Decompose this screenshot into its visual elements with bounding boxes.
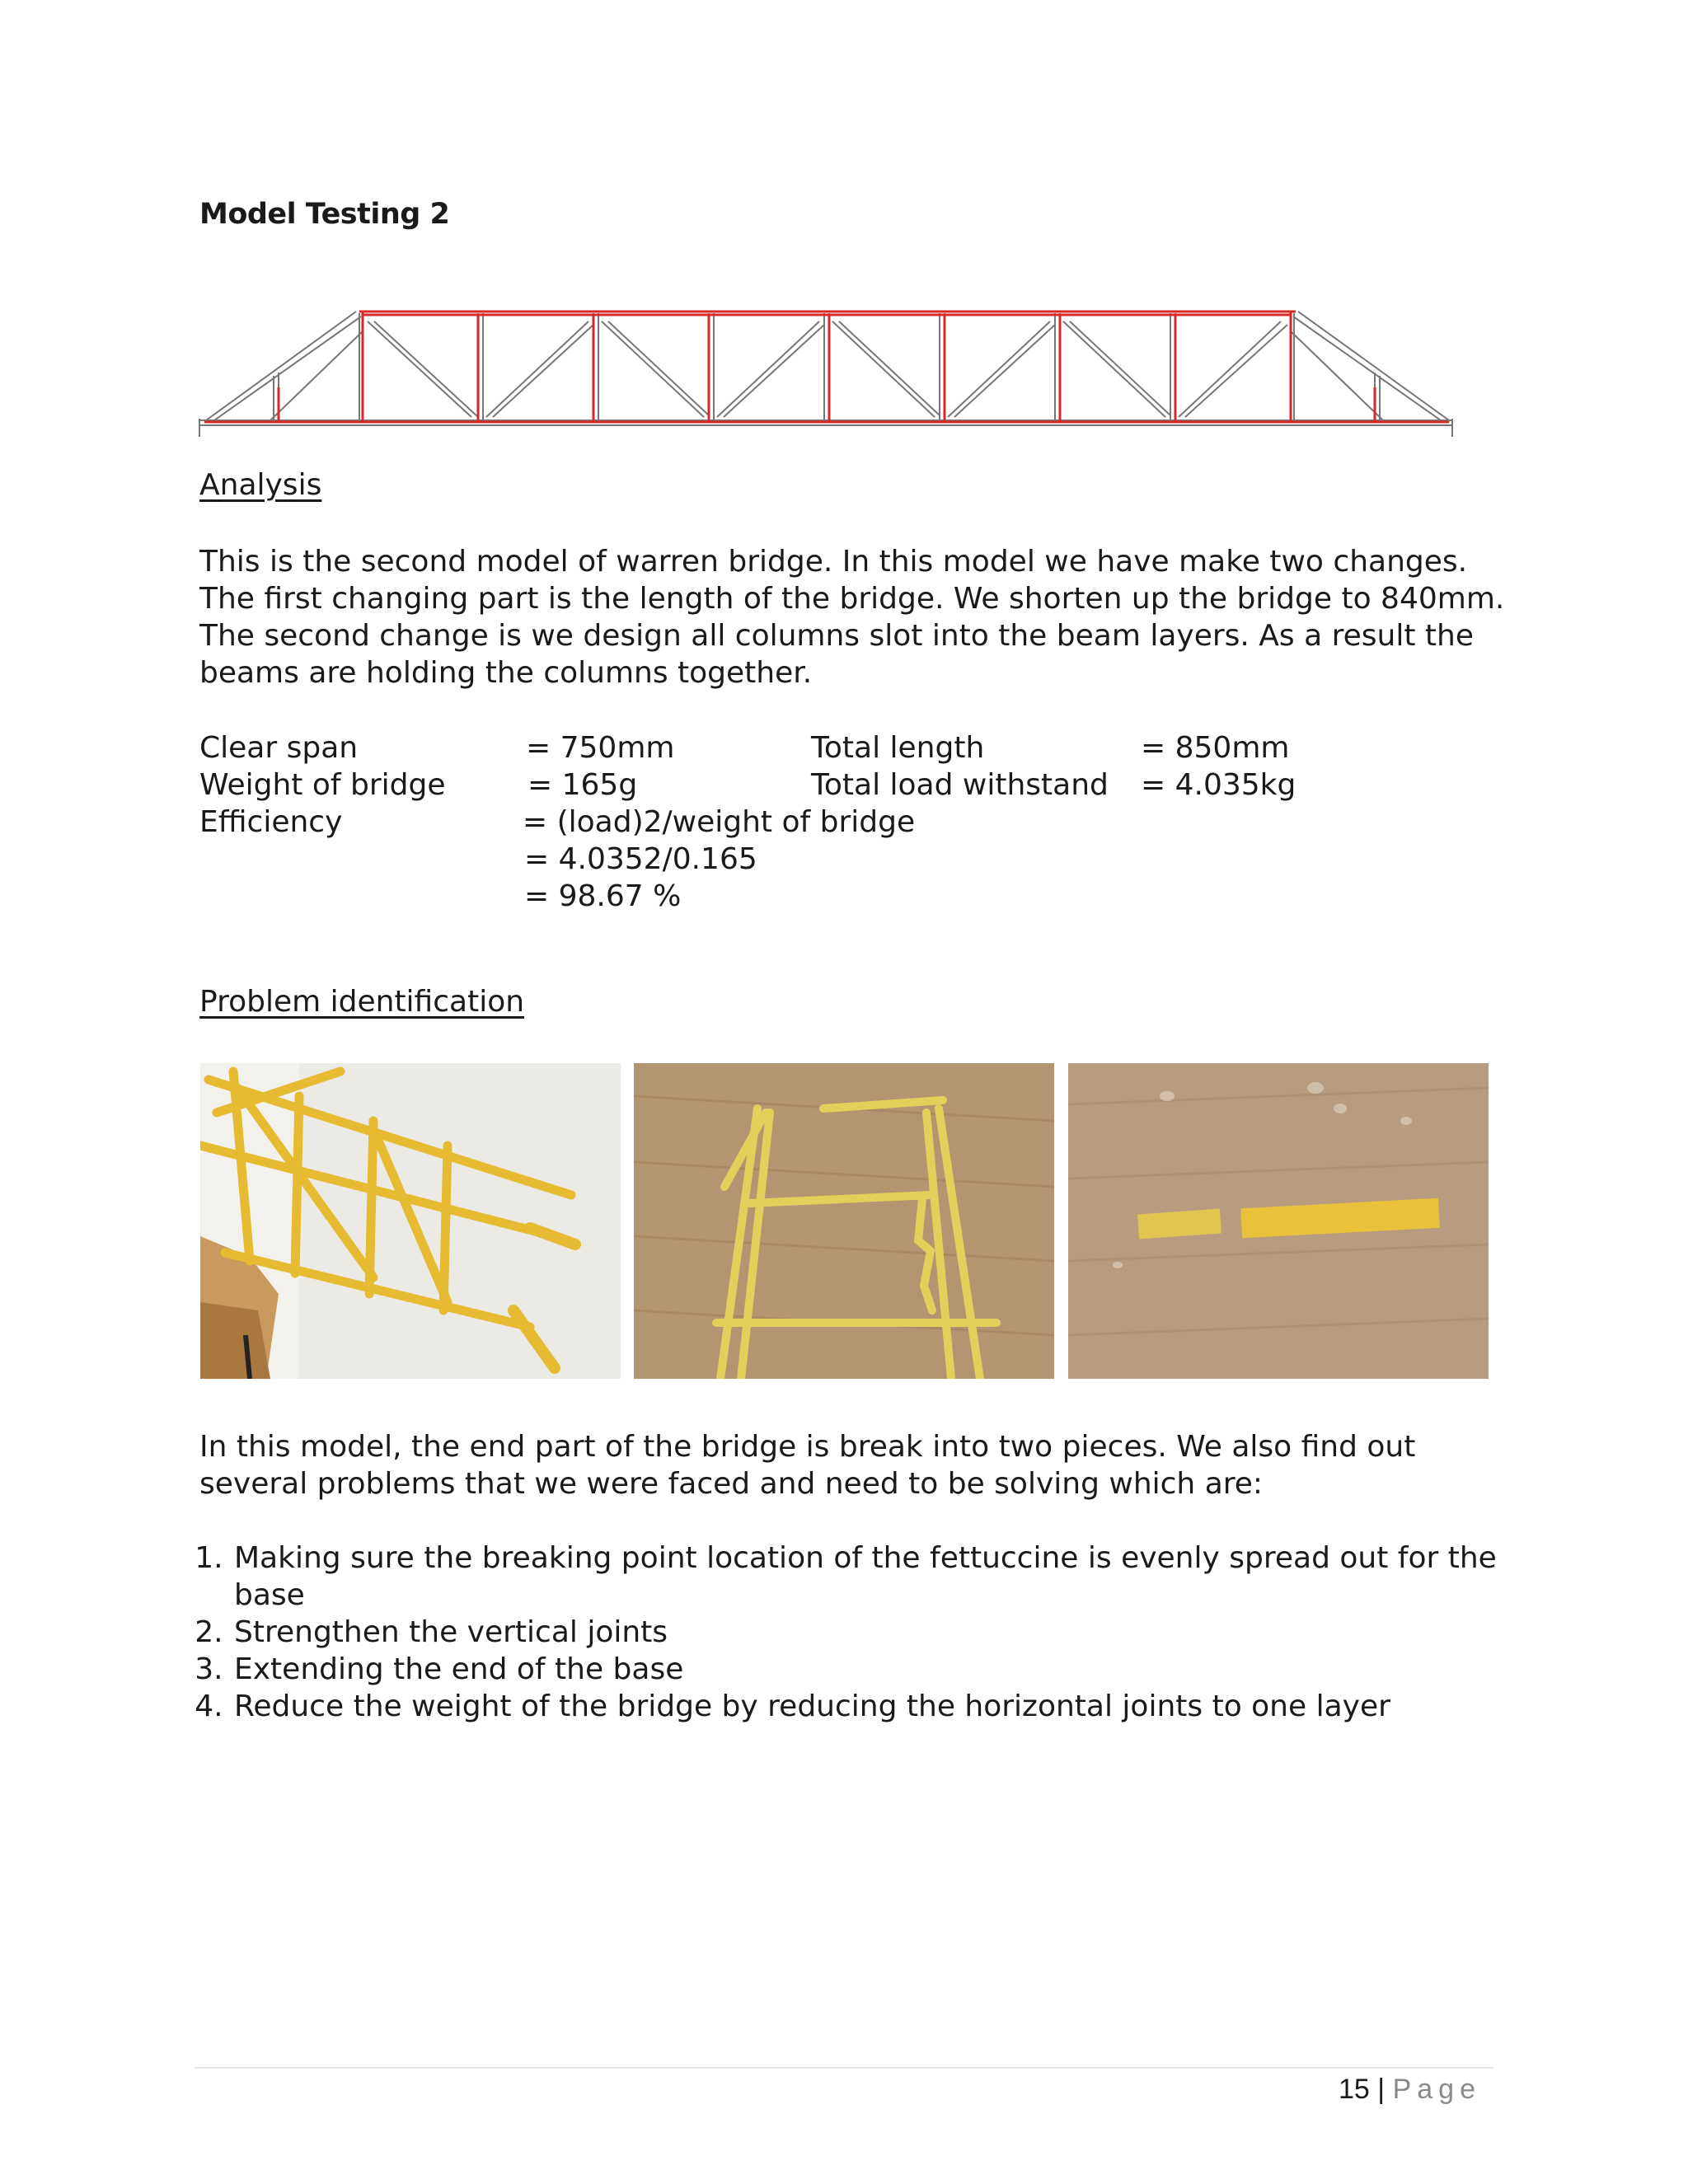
weight-value: = 165g bbox=[528, 768, 638, 802]
page-number: 15 bbox=[1339, 2074, 1370, 2105]
footer-divider bbox=[195, 2067, 1493, 2069]
problem-item-2: 2. Strengthen the vertical joints bbox=[232, 1614, 1502, 1651]
clear-span-value: = 750mm bbox=[526, 731, 675, 765]
total-length-value: = 850mm bbox=[1141, 731, 1290, 765]
truss-red-members bbox=[204, 312, 1449, 422]
problem-item-4: 4. Reduce the weight of the bridge by reducing the horizontal joints to one layer bbox=[232, 1688, 1502, 1725]
photo-broken-bridge-end bbox=[200, 1063, 621, 1379]
problem-line-1: In this model, the end part of the bridge is break into two pieces. We also find out bbox=[199, 1430, 1416, 1464]
efficiency-result: = 98.67 % bbox=[524, 879, 682, 913]
truss-grey-members bbox=[199, 312, 1452, 437]
page-separator: | bbox=[1377, 2074, 1386, 2105]
clear-span-label: Clear span bbox=[199, 731, 359, 765]
analysis-title: Analysis bbox=[199, 468, 322, 502]
total-length-label: Total length bbox=[811, 731, 985, 765]
bridge-truss-diagram bbox=[198, 305, 1459, 445]
problem-list bbox=[199, 1540, 1502, 1725]
analysis-line-4: beams are holding the columns together. bbox=[199, 656, 813, 690]
weight-label: Weight of bridge bbox=[199, 768, 446, 802]
problem-identification-title: Problem identification bbox=[199, 985, 525, 1019]
page-heading: Model Testing 2 bbox=[199, 198, 450, 231]
efficiency-calc: = 4.0352/0.165 bbox=[524, 842, 757, 876]
total-load-label: Total load withstand bbox=[811, 768, 1109, 802]
analysis-line-3: The second change is we design all columns slot into the beam layers. As a result the bbox=[199, 619, 1474, 653]
photo-broken-fettuccine-strip bbox=[1068, 1063, 1489, 1379]
analysis-paragraph bbox=[199, 543, 1518, 691]
page-label: Page bbox=[1392, 2074, 1481, 2105]
analysis-line-1: This is the second model of warren bridge. In this model we have make two changes. bbox=[199, 545, 1468, 579]
problem-line-2: several problems that we were faced and need to be solving which are: bbox=[199, 1467, 1264, 1501]
problem-paragraph bbox=[199, 1428, 1518, 1502]
problem-item-1: 1. Making sure the breaking point location of the fettuccine is evenly spread out for the base bbox=[232, 1540, 1502, 1614]
page-footer bbox=[1339, 2074, 1481, 2106]
total-load-value: = 4.035kg bbox=[1141, 768, 1296, 802]
efficiency-formula: = (load)2/weight of bridge bbox=[523, 805, 916, 839]
problem-item-3: 3. Extending the end of the base bbox=[232, 1651, 1502, 1688]
efficiency-label: Efficiency bbox=[199, 805, 343, 839]
truss-drawing bbox=[198, 305, 1459, 445]
analysis-line-2: The first changing part is the length of the bridge. We shorten up the bridge to 840mm. bbox=[199, 582, 1505, 616]
photo-broken-vertical-joints bbox=[634, 1063, 1054, 1379]
